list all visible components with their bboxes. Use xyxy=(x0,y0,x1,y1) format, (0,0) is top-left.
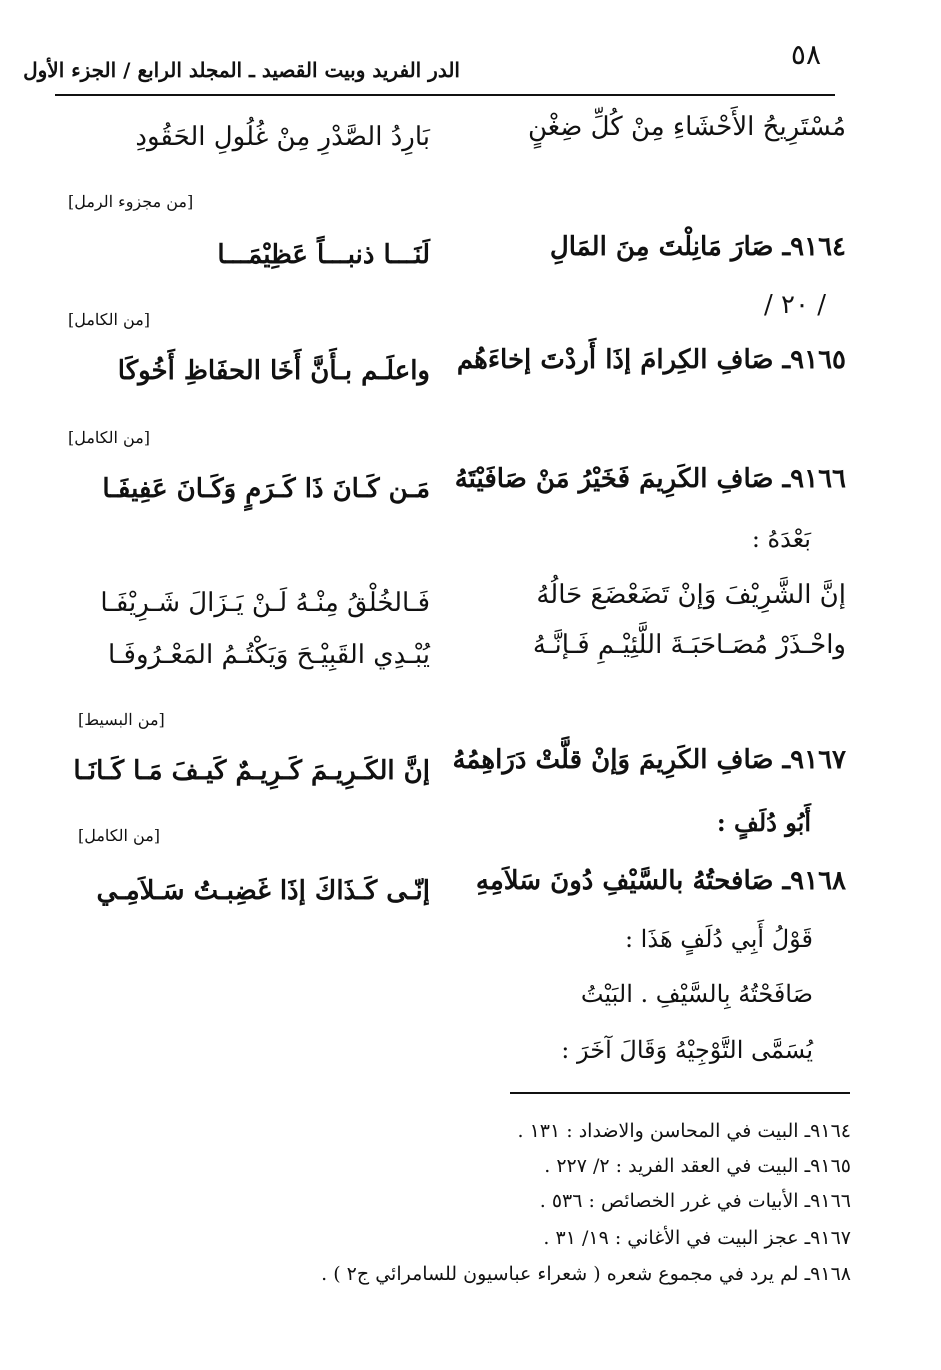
verse-9165-second-hemistich: واعلَـم بـأَنَّ أَخَا الحفَاظِ أَخُوكَا xyxy=(117,356,430,386)
verse-first-hemistich: واحْـذَرْ مُصَـاحَبَـةَ اللَّئِيْـمِ فَـإنَّـهُ xyxy=(532,630,846,660)
footnote: ٩١٦٦ـ الأبيات في غرر الخصائص : ٥٣٦ . xyxy=(539,1190,851,1212)
footnote: ٩١٦٧ـ عجز البيت في الأغاني : ١٩/ ٣١ . xyxy=(543,1227,851,1249)
page-number: ٥٨ xyxy=(790,38,821,71)
verse-9167-first-hemistich: ٩١٦٧ـ صَافِ الكَرِيمَ وَإنْ قلَّتْ دَرَاهِمُهُ xyxy=(452,745,846,775)
verse-second-hemistich: بَارِدُ الصَّدْرِ مِنْ غُلُولِ الحَقُودِ xyxy=(135,122,430,152)
verse-9168-first-hemistich: ٩١٦٨ـ صَافحتُهُ بالسَّيْفِ دُونَ سَلاَمِهِ xyxy=(475,866,846,896)
verse-9166-second-hemistich: مَـن كَـانَ ذَا كَـرَمٍ وَكَـانَ عَفِيفَـا xyxy=(102,474,430,504)
verse-9164-first-hemistich: ٩١٦٤ـ صَارَ مَانِلْتَ مِنَ المَالِ xyxy=(549,232,846,262)
commentary-line: قَوْلُ أَبِي دُلَفٍ هَذَا : xyxy=(624,925,813,953)
meter-label: [من البسيط] xyxy=(78,710,165,729)
meter-label: [من الكامل] xyxy=(68,428,151,447)
running-title: الدر الفريد وبيت القصيد ـ المجلد الرابع / الجزء الأول xyxy=(23,58,460,82)
header-rule xyxy=(55,94,835,96)
verse-first-hemistich: مُسْتَرِيحُ الأَحْشَاءِ مِنْ كُلِّ ضِغْنٍ xyxy=(527,112,846,142)
footnote: ٩١٦٨ـ لم يرد في مجموع شعره ( شعراء عباسيون للسامرائي ج٢ ) . xyxy=(321,1263,851,1285)
attribution: أَبُو دُلَفٍ : xyxy=(716,808,811,837)
verse-9164-second-hemistich: لَنَـــا ذنبـــاً عَظِيْمَـــا xyxy=(217,240,430,270)
after-label: بَعْدَهُ : xyxy=(751,525,811,553)
verse-9167-second-hemistich: إنَّ الكَـرِيـمَ كَـرِيـمٌ كَيـفَ مَـا كَـانَـا xyxy=(73,756,430,786)
verse-9165-first-hemistich: ٩١٦٥ـ صَافِ الكِرامَ إذَا أَردْتَ إخاءَهُم xyxy=(456,345,846,375)
verse-9168-second-hemistich: إنّـى كَـذَاكَ إذَا غَضِبـتُ سَـلاَمِـي xyxy=(96,876,430,906)
verse-9164-continuation: / ٢٠ / xyxy=(764,290,826,320)
footnote-rule xyxy=(510,1092,850,1094)
verse-9166-first-hemistich: ٩١٦٦ـ صَافِ الكَرِيمَ فَخَيْرُ مَنْ صَافَيْتَهُ xyxy=(454,464,846,494)
verse-second-hemistich: فَـالخُلْقُ مِنْـهُ لَـنْ يَـزَالَ شَـرِيْفَـا xyxy=(100,588,430,618)
footnote: ٩١٦٤ـ البيت في المحاسن والاضداد : ١٣١ . xyxy=(517,1120,851,1142)
footnote: ٩١٦٥ـ البيت في العقد الفريد : ٢/ ٢٢٧ . xyxy=(544,1155,851,1177)
meter-label: [من مجزوء الرمل] xyxy=(68,192,194,211)
verse-second-hemistich: يُبْـدِي القَبِيْـحَ وَيَكْتُـمُ المَعْـرُوفَـا xyxy=(107,640,430,670)
verse-first-hemistich: إنَّ الشَّرِيْفَ وَإنْ تَضَعْضَعَ حَالُهُ xyxy=(536,580,846,610)
meter-label: [من الكامل] xyxy=(78,826,161,845)
commentary-line: صَافَحْتُهُ بِالسَّيْفِ . البَيْتُ xyxy=(580,980,813,1008)
meter-label: [من الكامل] xyxy=(68,310,151,329)
commentary-line: يُسَمَّى التَّوْجِيْهُ وَقَالَ آخَرَ : xyxy=(561,1036,813,1064)
